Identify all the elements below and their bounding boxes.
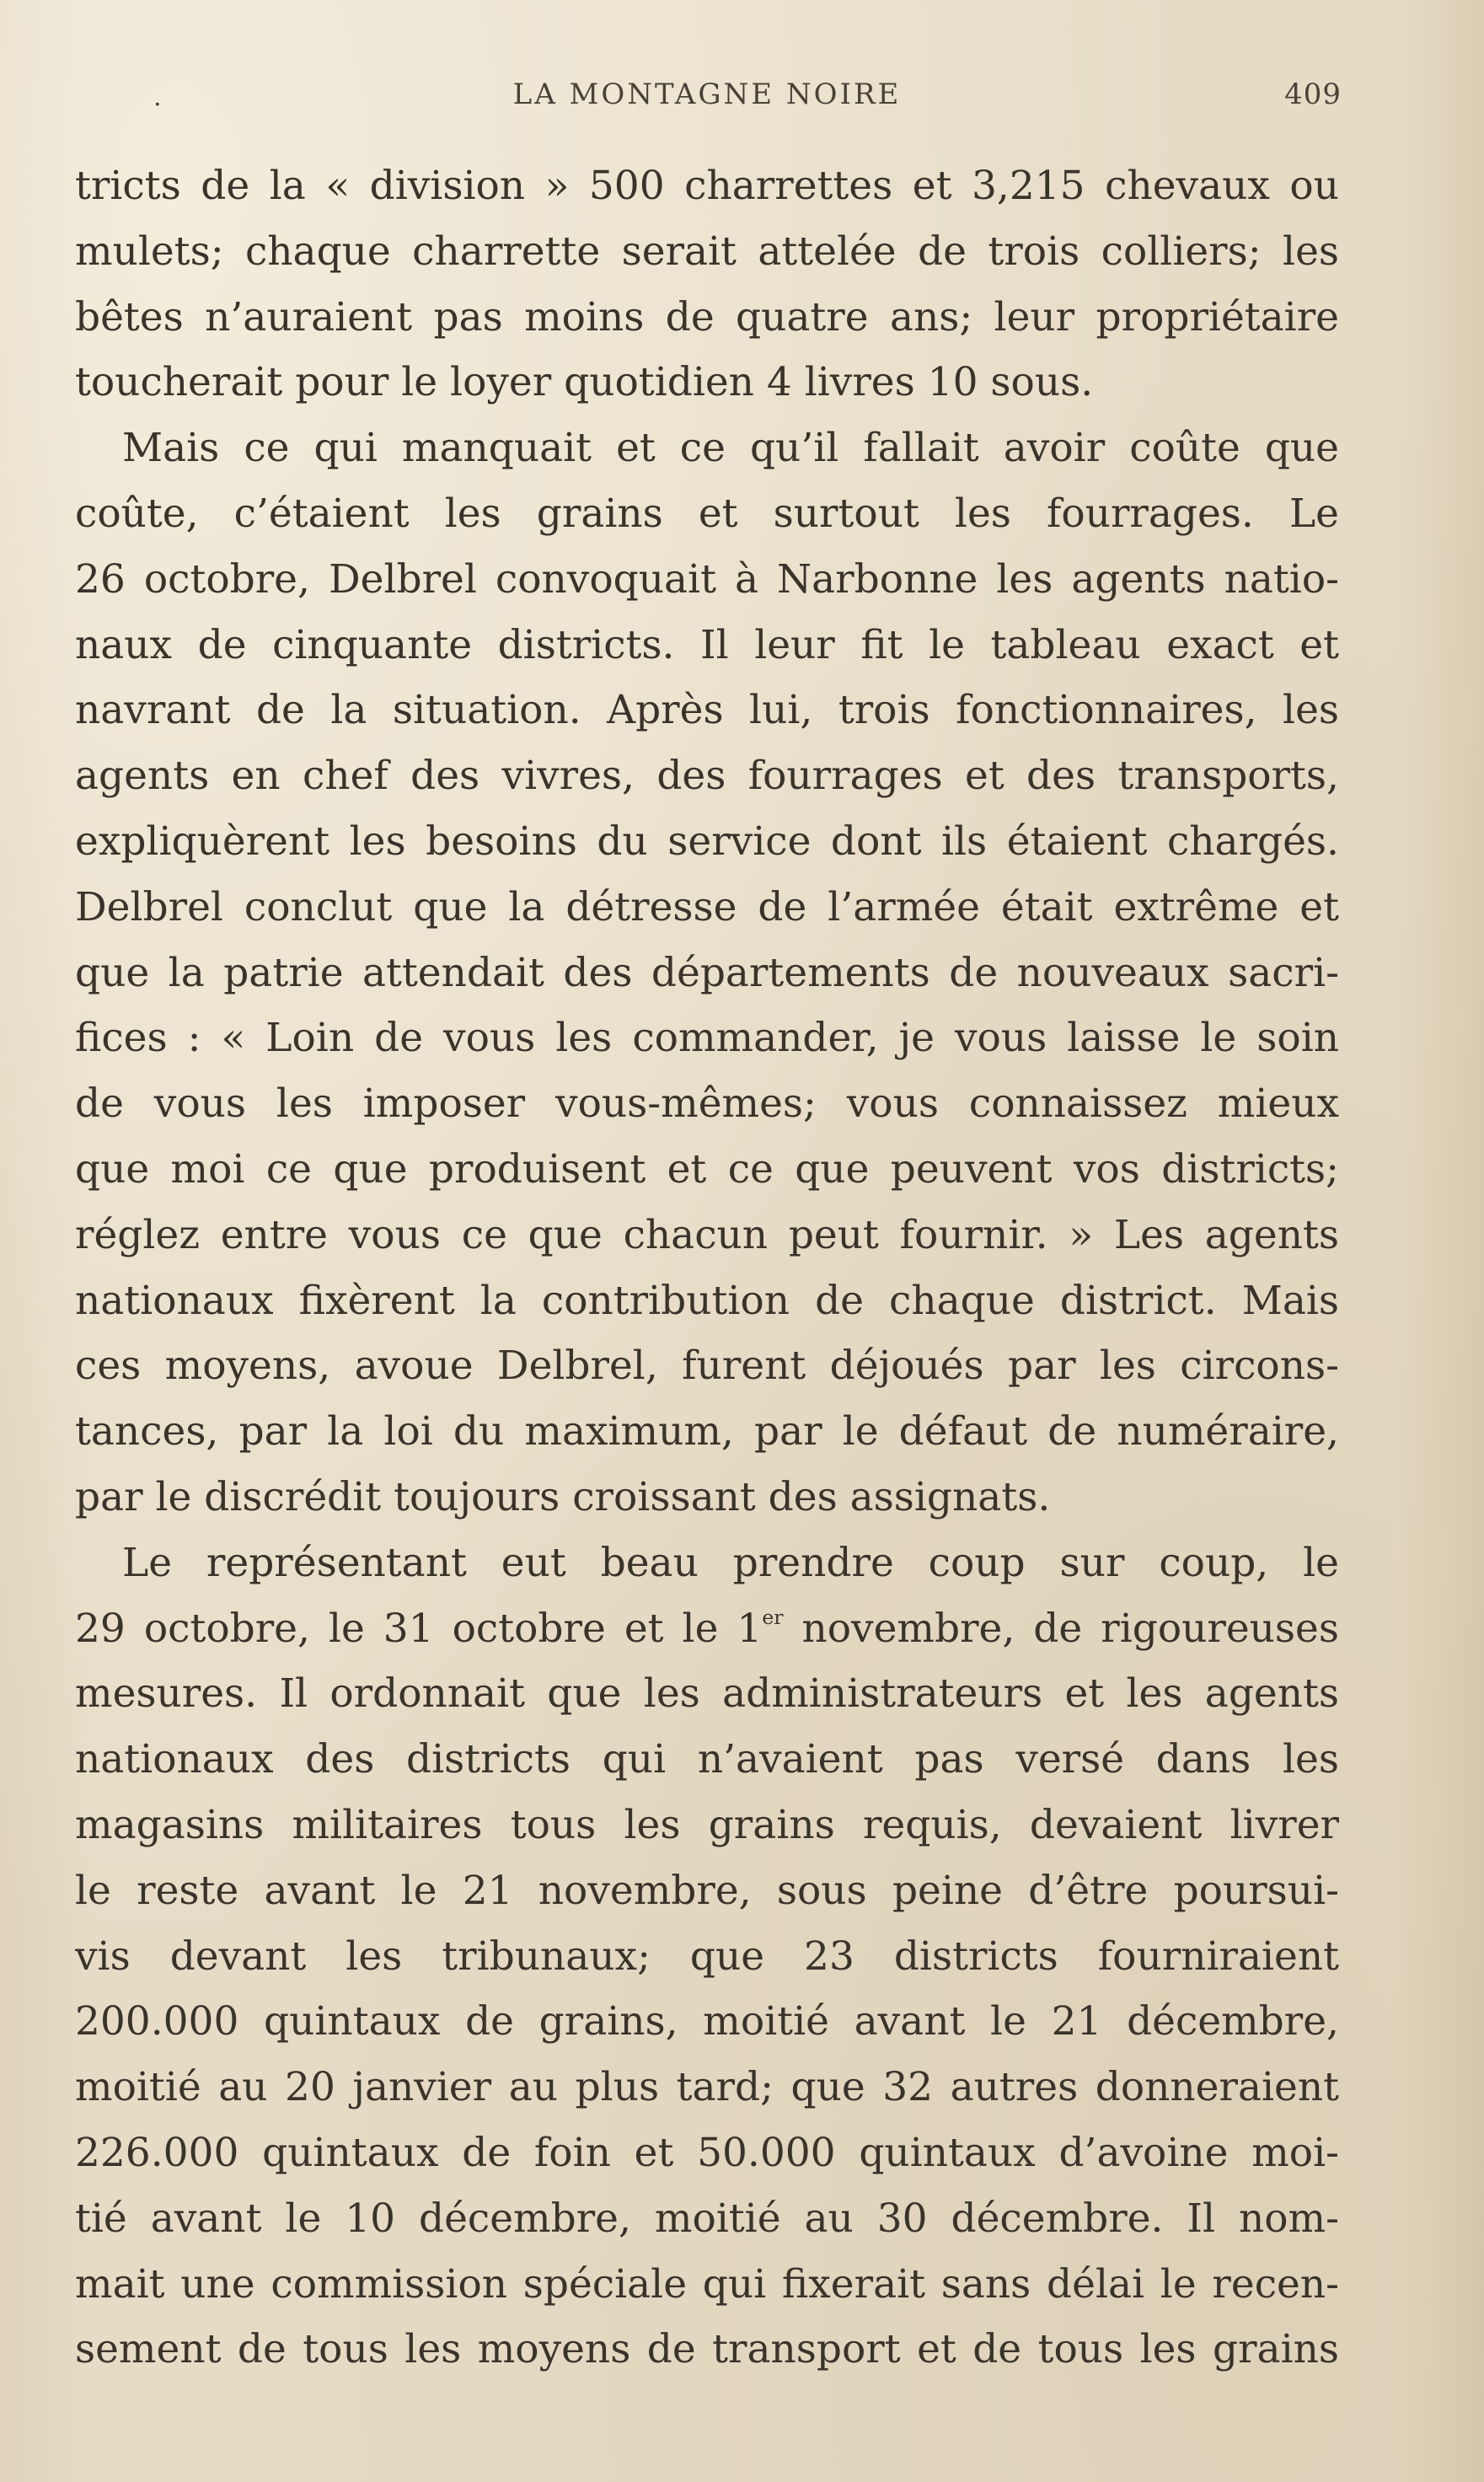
- text-line: réglez entre vous ce que chacun peut fournir. » Les agents: [75, 1211, 1339, 1258]
- text-line: Delbrel conclut que la détresse de l’armée était extrême et: [75, 883, 1339, 930]
- text-line: mesures. Il ordonnait que les administrateurs et les agents: [75, 1670, 1339, 1718]
- text-line: ces moyens, avoue Delbrel, furent déjoués par les circons-: [75, 1343, 1339, 1390]
- text-line: bêtes n’auraient pas moins de quatre ans; leur propriétaire: [75, 293, 1339, 340]
- text-line: agents en chef des vivres, des fourrages et des transports,: [75, 753, 1339, 800]
- header-dot: .: [153, 83, 164, 112]
- text-line: Mais ce qui manquait et ce qu’il fallait avoir coûte que: [122, 425, 1339, 472]
- body-text: [75, 153, 1339, 2383]
- text-line: navrant de la situation. Après lui, trois fonctionnaires, les: [75, 687, 1339, 734]
- text-line: 26 octobre, Delbrel convoquait à Narbonne les agents natio-: [75, 555, 1339, 603]
- text-line: tances, par la loi du maximum, par le défaut de numéraire,: [75, 1408, 1339, 1455]
- text-line-with-superscript: [75, 1596, 1339, 1662]
- text-line: de vous les imposer vous-mêmes; vous connaissez mieux: [75, 1080, 1339, 1128]
- text-line: toucherait pour le loyer quotidien 4 livres 10 sous.: [75, 359, 1094, 406]
- running-head: [72, 78, 1342, 120]
- text-line: sement de tous les moyens de transport et de tous les grains: [75, 2326, 1339, 2373]
- text-line: moitié au 20 janvier au plus tard; que 32 autres donneraient: [75, 2064, 1339, 2111]
- text-line: Le représentant eut beau prendre coup sur coup, le: [122, 1539, 1339, 1586]
- text-line: mulets; chaque charrette serait attelée de trois colliers; les: [75, 228, 1339, 275]
- text-line: par le discrédit toujours croissant des assignats.: [75, 1473, 1051, 1520]
- text-line: le reste avant le 21 novembre, sous peine d’être poursui-: [75, 1867, 1339, 1914]
- text-line: 200.000 quintaux de grains, moitié avant le 21 décembre,: [75, 1998, 1339, 2045]
- text-line: coûte, c’étaient les grains et surtout les fourrages. Le: [75, 490, 1339, 537]
- text-line: tié avant le 10 décembre, moitié au 30 décembre. Il nom-: [75, 2195, 1339, 2242]
- text-segment: 29 octobre, le 31 octobre et le 1: [75, 1605, 763, 1652]
- text-line: nationaux des districts qui n’avaient pas versé dans les: [75, 1736, 1339, 1783]
- text-line: vis devant les tribunaux; que 23 districts fourniraient: [75, 1933, 1339, 1980]
- text-line: fices : « Loin de vous les commander, je vous laisse le soin: [75, 1015, 1339, 1062]
- running-title: LA MONTAGNE NOIRE: [512, 78, 902, 111]
- text-line: magasins militaires tous les grains requis, devaient livrer: [75, 1801, 1339, 1848]
- text-segment: novembre, de rigoureuses: [783, 1605, 1339, 1652]
- text-line: nationaux fixèrent la contribution de chaque district. Mais: [75, 1277, 1339, 1324]
- text-line: naux de cinquante districts. Il leur fit le tableau exact et: [75, 621, 1339, 668]
- text-line: expliquèrent les besoins du service dont ils étaient chargés.: [75, 818, 1339, 865]
- text-line: que la patrie attendait des départements de nouveaux sacri-: [75, 949, 1339, 996]
- text-line: tricts de la « division » 500 charrettes et 3,215 chevaux ou: [75, 163, 1339, 209]
- superscript-ordinal: er: [762, 1605, 784, 1629]
- text-line: mait une commission spéciale qui fixerait sans délai le recen-: [75, 2260, 1339, 2308]
- text-line: 226.000 quintaux de foin et 50.000 quintaux d’avoine moi-: [75, 2129, 1339, 2176]
- page-number: 409: [1284, 78, 1342, 111]
- text-line: que moi ce que produisent et ce que peuvent vos districts;: [75, 1145, 1339, 1193]
